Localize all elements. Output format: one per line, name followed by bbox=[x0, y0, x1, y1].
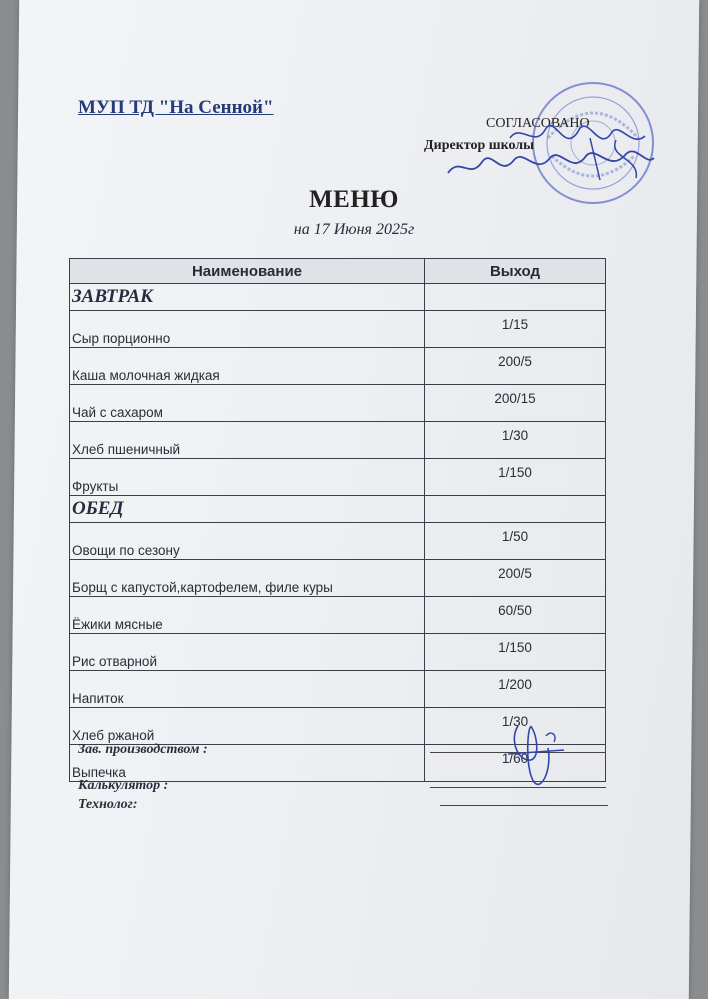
director-signature bbox=[440, 118, 660, 188]
page-title: МЕНЮ bbox=[309, 186, 399, 213]
dish-name: Фрукты bbox=[70, 459, 425, 496]
dish-output: 1/15 bbox=[425, 311, 606, 348]
table-row bbox=[70, 560, 606, 597]
dish-output: 200/5 bbox=[425, 560, 606, 597]
dish-output: 1/150 bbox=[425, 634, 606, 671]
dish-output: 200/5 bbox=[425, 348, 606, 385]
calculator-label: Калькулятор : bbox=[78, 778, 169, 793]
table-row bbox=[70, 634, 606, 671]
dish-output: 1/200 bbox=[425, 671, 606, 708]
company-name: МУП ТД "На Сенной" bbox=[78, 97, 274, 118]
header-name: Наименование bbox=[70, 259, 425, 284]
dish-name: Чай с сахаром bbox=[70, 385, 425, 422]
header-output: Выход bbox=[425, 259, 606, 284]
menu-date: на 17 Июня 2025г bbox=[293, 221, 415, 238]
table-row bbox=[70, 597, 606, 634]
production-head-label: Зав. производством : bbox=[78, 742, 208, 757]
dish-output: 1/50 bbox=[425, 523, 606, 560]
table-row bbox=[70, 385, 606, 422]
table-row bbox=[70, 422, 606, 459]
dish-name: Хлеб ржаной bbox=[70, 708, 425, 745]
dish-name: Выпечка bbox=[70, 745, 425, 782]
section-empty-cell bbox=[425, 284, 606, 311]
table-row bbox=[70, 671, 606, 708]
dish-name: Сыр порционно bbox=[70, 311, 425, 348]
dish-name: Борщ с капустой,картофелем, филе куры bbox=[70, 560, 425, 597]
dish-name: Каша молочная жидкая bbox=[70, 348, 425, 385]
section-row-lunch bbox=[70, 496, 606, 523]
dish-name: Рис отварной bbox=[70, 634, 425, 671]
section-row-breakfast bbox=[70, 284, 606, 311]
dish-output: 60/50 bbox=[425, 597, 606, 634]
approved-label: СОГЛАСОВАНО bbox=[486, 116, 590, 131]
dish-output: 1/150 bbox=[425, 459, 606, 496]
dish-name: Хлеб пшеничный bbox=[70, 422, 425, 459]
dish-name: Ёжики мясные bbox=[70, 597, 425, 634]
dish-name: Напиток bbox=[70, 671, 425, 708]
technologist-signature-line bbox=[440, 805, 608, 806]
table-header-row bbox=[70, 259, 606, 284]
director-label: Директор школы bbox=[424, 138, 535, 153]
table-row bbox=[70, 459, 606, 496]
table-row bbox=[70, 523, 606, 560]
table-row bbox=[70, 348, 606, 385]
table-row bbox=[70, 311, 606, 348]
dish-output: 1/30 bbox=[425, 708, 606, 745]
dish-name: Овощи по сезону bbox=[70, 523, 425, 560]
section-title: ОБЕД bbox=[70, 496, 425, 523]
technologist-label: Технолог: bbox=[78, 797, 138, 812]
section-title: ЗАВТРАК bbox=[70, 284, 425, 311]
production-head-signature bbox=[488, 708, 578, 794]
dish-output: 1/60 bbox=[425, 745, 606, 782]
menu-table bbox=[69, 258, 606, 782]
dish-output: 200/15 bbox=[425, 385, 606, 422]
section-empty-cell bbox=[425, 496, 606, 523]
dish-output: 1/30 bbox=[425, 422, 606, 459]
